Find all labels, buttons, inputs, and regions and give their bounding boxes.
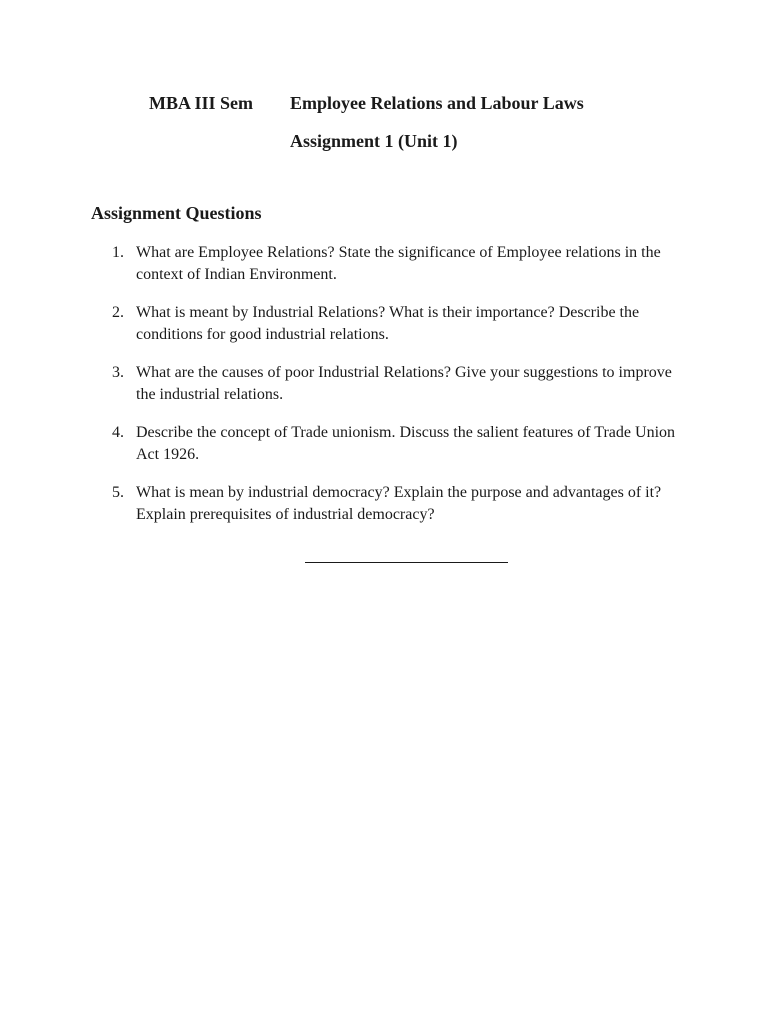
question-item: [0, 482, 768, 526]
question-number: 3.: [112, 364, 124, 381]
question-number: 2.: [112, 304, 124, 321]
question-item: [0, 302, 768, 346]
question-item: [0, 242, 768, 286]
end-divider-line: [305, 562, 508, 563]
question-number: 4.: [112, 424, 124, 441]
question-list: [0, 242, 768, 542]
question-number: 1.: [112, 244, 124, 261]
question-text: What are the causes of poor Industrial Relations? Give your suggestions to improve the industrial relations.: [136, 364, 672, 403]
question-text: What is mean by industrial democracy? Explain the purpose and advantages of it? Explain prerequisites of industrial democracy?: [136, 484, 662, 523]
assignment-title: Assignment 1 (Unit 1): [290, 131, 458, 151]
course-label: MBA III Sem: [149, 93, 254, 113]
question-text: What are Employee Relations? State the significance of Employee relations in the context of Indian Environment.: [136, 244, 661, 283]
question-item: [0, 362, 768, 406]
question-item: [0, 422, 768, 466]
subject-title: Employee Relations and Labour Laws: [290, 93, 584, 113]
section-heading: Assignment Questions: [91, 203, 262, 223]
question-text: What is meant by Industrial Relations? What is their importance? Describe the conditions for good industrial relations.: [136, 304, 640, 343]
question-text: Describe the concept of Trade unionism. Discuss the salient features of Trade Union Act 1926.: [136, 424, 676, 463]
question-number: 5.: [112, 484, 124, 501]
